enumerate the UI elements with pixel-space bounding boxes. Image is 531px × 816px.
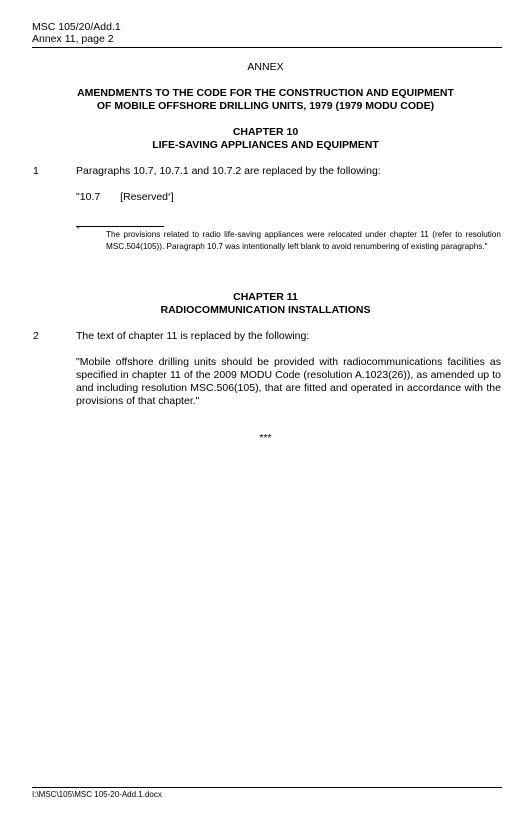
footer-rule [32,787,502,788]
chapter-10-heading: CHAPTER 10 [232,126,299,138]
paragraph-1-text: Paragraphs 10.7, 10.7.1 and 10.7.2 are replaced by the following: [76,165,381,177]
paragraph-2-quote: "Mobile offshore drilling units should be provided with radiocommunications facilities as specified in chapter 11 of the 2009 MODU Code (resolution A.1023(26)), as amended up to and including resolution MSC.506(105), that are fitted and operated in accordance with the provisions of that chapter." [76,356,501,407]
paragraph-1-number: 1 [33,165,39,177]
footnote-mark: * [77,226,80,233]
quoted-paragraph-10-7 [76,191,174,204]
footer-file-path: I:\MSC\105\MSC 105-20-Add.1.docx [32,790,162,799]
footnote-text: The provisions related to radio life-saving appliances were relocated under chapter 11 (refer to resolution MSC.504(105)). Paragraph 10.7 was intentionally left blank to avoid renumbering of existing paragraphs." [106,230,501,251]
reserved-close: ] [170,191,174,203]
end-mark: *** [259,432,272,444]
reserved-text: [Reserved [120,191,169,203]
paragraph-2-number: 2 [33,330,39,342]
footnote-rule [76,226,164,227]
main-title-line-2: OF MOBILE OFFSHORE DRILLING UNITS, 1979 (1979 MODU CODE) [96,100,435,112]
chapter-10-subheading: LIFE-SAVING APPLIANCES AND EQUIPMENT [152,139,379,151]
chapter-11-subheading: RADIOCOMMUNICATION INSTALLATIONS [160,304,371,316]
footnote-reference: * [168,193,171,200]
annex-title: ANNEX [247,61,284,73]
header-rule [32,47,502,48]
page-reference: Annex 11, page 2 [32,33,114,45]
chapter-11-heading: CHAPTER 11 [233,291,298,303]
main-title-line-1: AMENDMENTS TO THE CODE FOR THE CONSTRUCTION AND EQUIPMENT [77,87,454,99]
quoted-paragraph-number: "10.7 [76,191,101,203]
doc-reference: MSC 105/20/Add.1 [32,21,121,33]
paragraph-2-text: The text of chapter 11 is replaced by the following: [76,330,310,342]
